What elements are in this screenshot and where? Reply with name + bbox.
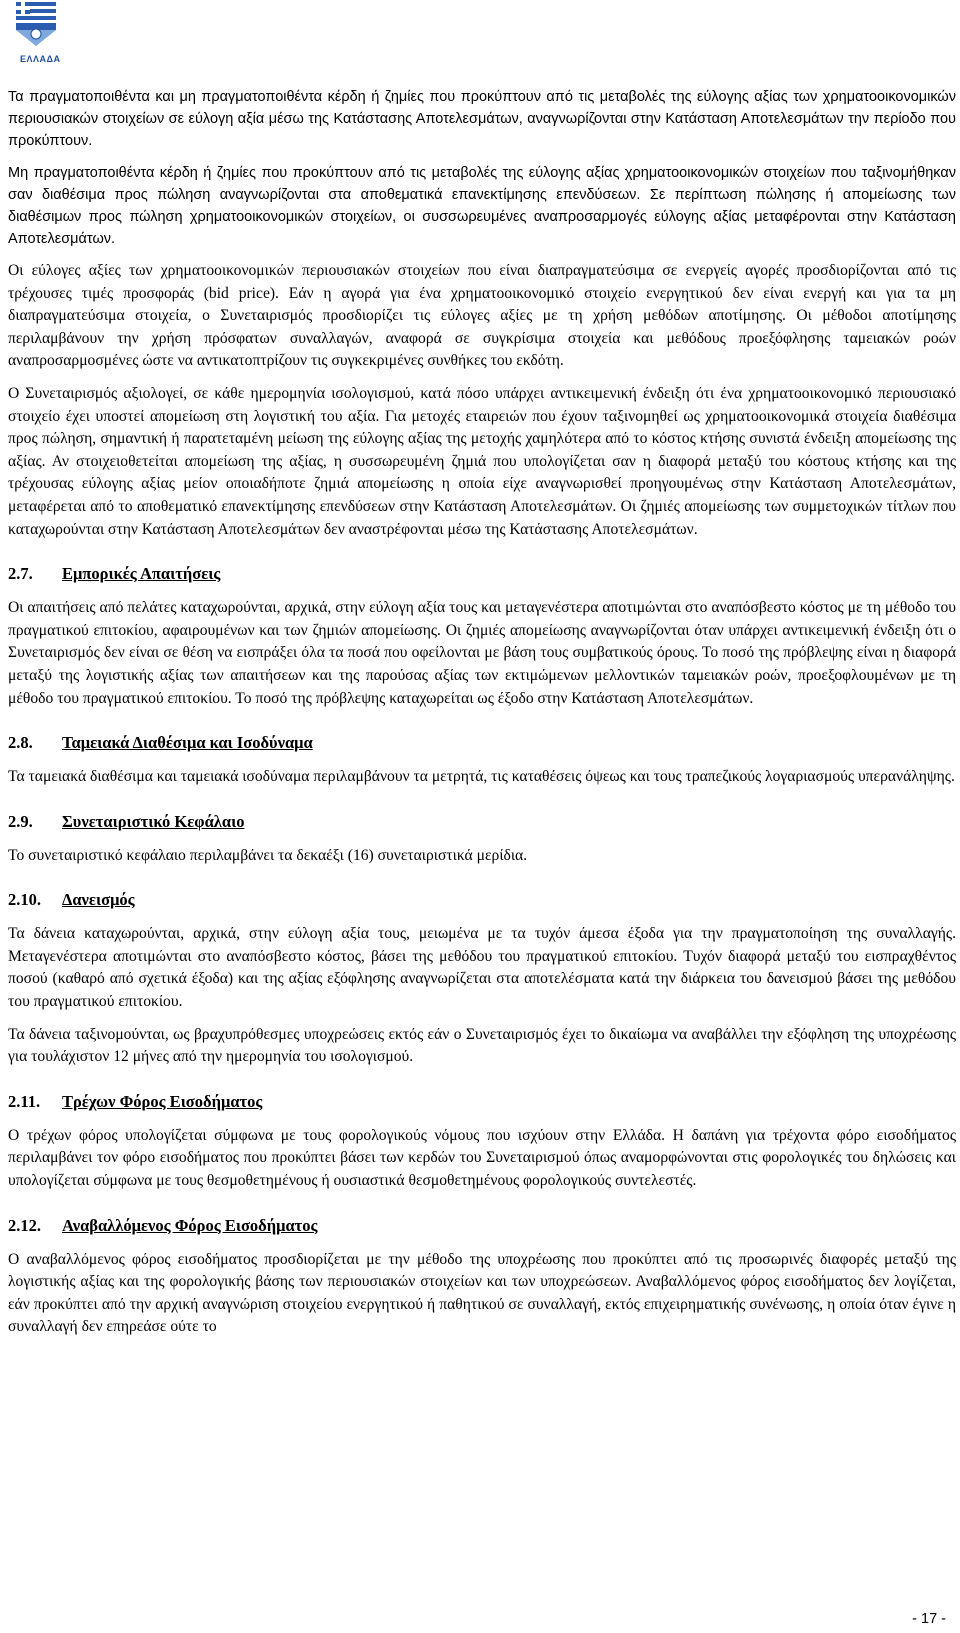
section-number: 2.12. [8,1215,41,1235]
section-heading [8,732,956,754]
section-title: Συνεταιριστικό Κεφάλαιο [62,811,245,831]
section-heading [8,1091,956,1113]
document-body [8,86,956,1349]
paragraph: Οι εύλογες αξίες των χρηματοοικονομικών περιουσιακών στοιχείων που είναι διαπραγματεύσιμα σε ενεργείς αγορές προσδιορίζονται από τις τρέχουσες τιμές προσφοράς (bid price). Εάν η αγορά για ένα χρηματοοικονομικό στοιχείο ενεργητικού δεν είναι ενεργή και για τα μη διαπραγματεύσιμα στοιχεία, ο Συνεταιρισμός προσδιορίζει τις εύλογες αξίες με τη χρήση μεθόδων αποτίμησης. Οι μέθοδοι αποτίμησης περιλαμβάνουν την χρήση πρόσφατων συναλλαγών, αναφορά σε συγκρίσιμα στοιχεία και μεθόδους προεξόφλησης ταμειακών ροών αναπροσαρμοσμένες ώστε να αντικατοπτρίζουν τις συγκεκριμένες συνθήκες του εκδότη. [8,262,956,370]
paragraph: Τα πραγματοποιθέντα και μη πραγματοποιθέντα κέρδη ή ζημίες που προκύπτουν από τις μεταβολές της εύλογης αξίας των χρηματοοικονομικών περιουσιακών στοιχείων σε εύλογη αξία μέσω της Κατάστασης Αποτελεσμάτων, αναγνωρίζονται στην Κατάσταση Αποτελεσμάτων την περίοδο που προκύπτουν. [8,89,956,149]
section-heading [8,889,956,911]
logo-text: ΕΛΛΑΔΑ [20,54,61,64]
paragraph: Τα δάνεια ταξινομούνται, ως βραχυπρόθεσμες υποχρεώσεις εκτός εάν ο Συνεταιρισμός έχει το δικαίωμα να αναβάλλει την εξόφληση της υποχρέωσης για τουλάχιστον 12 μήνες από την ημερομηνία του ισολογισμού. [8,1025,956,1066]
paragraph: Τα ταμειακά διαθέσιμα και ταμειακά ισοδύναμα περιλαμβάνουν τα μετρητά, τις καταθέσεις όψεως και τους τραπεζικούς λογαριασμούς υπερανάληψης. [8,768,955,786]
section-number: 2.8. [8,733,33,753]
paragraph: Ο αναβαλλόμενος φόρος εισοδήματος προσδιορίζεται με την μέθοδο της υποχρέωσης που προκύπτει από τις προσωρινές διαφορές μεταξύ της λογιστικής αξίας και της φορολογικής βάσης των περιουσιακών στοιχείων και των υποχρεώσεων. Αναβαλλόμενος φόρος εισοδήματος δεν λογίζεται, εάν προκύπτει από την αρχική αναγνώριση στοιχείου ενεργητικού ή παθητικού σε συναλλαγή, εκτός επιχειρηματικής συνένωσης, η οποία όταν έγινε η συναλλαγή δεν επηρεάσε ούτε το [8,1250,956,1336]
greek-tournament-logo-icon [8,2,64,64]
paragraph: Τα δάνεια καταχωρούνται, αρχικά, στην εύλογη αξία τους, μειωμένα με τα τυχόν άμεσα έξοδα για την πραγματοποίηση της συναλλαγής. Μεταγενέστερα αποτιμώνται στο αναπόσβεστο κόστος, βάσει της μεθόδου του πραγματικού επιτοκίου. Τυχόν διαφορά μεταξύ του εισπραχθέντος ποσού (καθαρό από σχετικά έξοδα) και της αξίας εξόφλησης αναγνωρίζεται στα αποτελέσματα κατά την διάρκεια του δανεισμού βάσει της μεθόδου του πραγματικού επιτοκίου. [8,925,956,1011]
section-title: Ταμειακά Διαθέσιμα και Ισοδύναμα [62,733,313,753]
section-number: 2.10. [8,890,41,910]
section-heading [8,563,956,585]
paragraph: Το συνεταιριστικό κεφάλαιο περιλαμβάνει τα δεκαέξι (16) συνεταιριστικά μερίδια. [8,846,528,864]
paragraph: Ο Συνεταιρισμός αξιολογεί, σε κάθε ημερομηνία ισολογισμού, κατά πόσο υπάρχει αντικειμενική ένδειξη ότι ένα χρηματοοικονομικό περιουσιακό στοιχείο έχει υποστεί απομείωση στη λογιστική του αξία. Για μετοχές εταιρειών που έχουν ταξινομηθεί ως χρηματοοικονομικά στοιχεία διαθέσιμα προς πώληση, σημαντική ή παρατεταμένη μείωση της εύλογης αξίας της μετοχής χαμηλότερα από το κόστος κτήσης συνιστά ένδειξη απομείωσης της αξίας. Αν στοιχειοθετείται απομείωση της αξίας, η συσσωρευμένη ζημιά που υπολογίζεται σαν η διαφορά μεταξύ του κόστους κτήσης και της τρέχουσας εύλογης αξίας μείον οποιαδήποτε ζημιά απομείωσης η οποία είχε αναγνωρισθεί προηγουμένως στην Κατάσταση Αποτελεσμάτων, μεταφέρεται από το αποθεματικό επανεκτίμησης επενδύσεων στην Κατάσταση Αποτελεσμάτων. Οι ζημιές απομείωσης των συμμετοχικών τίτλων που καταχωρούνται στην Κατάσταση Αποτελεσμάτων δεν αναστρέφονται μέσω της Κατάστασης Αποτελεσμάτων. [8,384,956,538]
paragraph: Οι απαιτήσεις από πελάτες καταχωρούνται, αρχικά, στην εύλογη αξία τους και μεταγενέστερα αποτιμώνται στο αναπόσβεστο κόστος με τη μέθοδο του πραγματικού επιτοκίου, αφαιρουμένων και των ζημιών απομείωσης. Οι ζημιές απομείωσης αναγνωρίζονται όταν υπάρχει αντικειμενική ένδειξη ότι ο Συνεταιρισμός δεν είναι σε θέση να εισπράξει όλα τα ποσά που οφείλονται με βάση τους συμβατικούς όρους. Το ποσό της πρόβλεψης είναι η διαφορά μεταξύ της λογιστικής αξίας των απαιτήσεων και της παρούσας αξίας των εκτιμώμενων μελλοντικών ταμειακών ροών, προεξοφλουμένων με τη μέθοδο του πραγματικού επιτοκίου. Το ποσό της πρόβλεψης καταχωρείται ως έξοδο στην Κατάσταση Αποτελεσμάτων. [8,599,956,707]
section-title: Αναβαλλόμενος Φόρος Εισοδήματος [62,1215,318,1235]
page-number: - 17 - [912,1611,946,1627]
section-number: 2.7. [8,564,33,584]
paragraph: Μη πραγματοποιθέντα κέρδη ή ζημίες που προκύπτουν από τις μεταβολές της εύλογης αξίας χρηματοοικονομικών στοιχείων που ταξινομήθηκαν σαν διαθέσιμα προς πώληση αναγνωρίζονται στα αποθεματικά επανεκτίμησης επενδύσεων. Σε περίπτωση πώλησης ή απομείωσης των διαθέσιμων προς πώληση χρηματοοικονομικών στοιχείων, οι συσσωρευμένες αναπροσαρμογές εύλογης αξίας μεταφέρονται στην Κατάσταση Αποτελεσμάτων. [8,165,956,247]
section-title: Τρέχων Φόρος Εισοδήματος [62,1091,263,1111]
section-heading [8,811,956,833]
section-number: 2.9. [8,811,33,831]
section-title: Εμπορικές Απαιτήσεις [62,564,221,584]
section-title: Δανεισμός [62,890,135,910]
paragraph: Ο τρέχων φόρος υπολογίζεται σύμφωνα με τους φορολογικούς νόμους που ισχύουν στην Ελλάδα. Η δαπάνη για τρέχοντα φόρο εισοδήματος περιλαμβάνει τον φόρο εισοδήματος που προκύπτει βάσει των κερδών του Συνεταιρισμού όπως αναμορφώνονται στις φορολογικές του δηλώσεις και υπολογίζεται σύμφωνα με τους θεσμοθετημένους ή ουσιαστικά θεσμοθετημένους φορολογικούς συντελεστές. [8,1126,956,1190]
section-number: 2.11. [8,1091,41,1111]
section-heading [8,1215,956,1237]
